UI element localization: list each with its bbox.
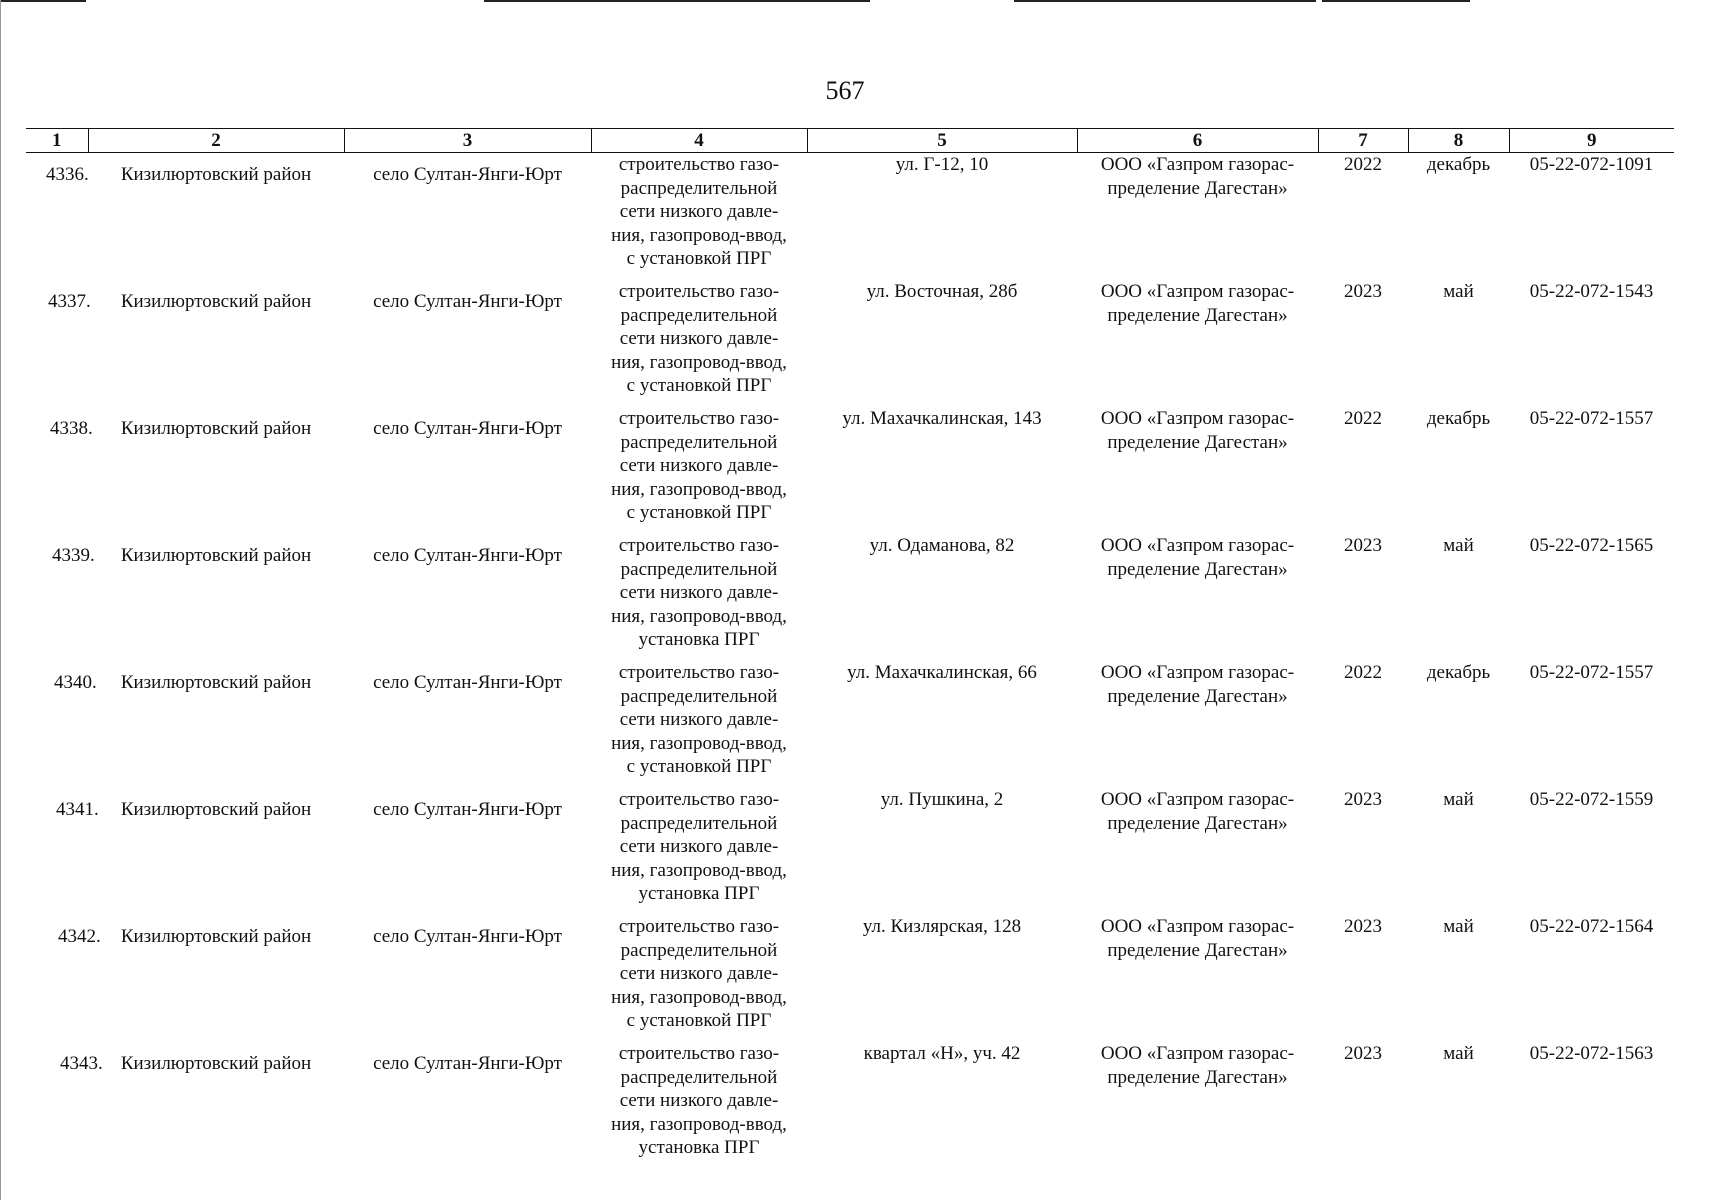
column-header: 3 [344,129,591,153]
description-line: установка ПРГ [638,883,760,904]
description-line: сети низкого давле- [619,1090,779,1111]
column-header: 8 [1408,129,1509,153]
description-cell [591,661,807,788]
description-line: сети низкого давле- [619,455,779,476]
organization-line: ООО «Газпром газорас- [1100,535,1295,556]
district-cell: Кизилюртовский район [120,291,312,312]
description-line: строительство газо- [618,281,780,302]
month-cell: май [1443,789,1474,810]
column-header: 2 [88,129,344,153]
column-header: 7 [1318,129,1408,153]
description-line: распределительной [620,177,778,199]
month-cell: май [1443,281,1474,302]
table-row [26,407,1674,534]
year-cell: 2022 [1344,662,1382,683]
organization-line: ООО «Газпром газорас- [1100,408,1295,429]
table-row [26,280,1674,407]
year-cell: 2023 [1344,281,1382,302]
month-cell: декабрь [1426,662,1491,683]
address-cell: ул. Махачкалинская, 143 [842,408,1042,429]
description-line: установка ПРГ [638,629,760,650]
table-row [26,915,1674,1042]
organization-line: ООО «Газпром газорас- [1100,916,1295,937]
address-cell: ул. Махачкалинская, 66 [847,662,1037,683]
description-line: ния, газопровод-ввод, [611,605,787,627]
description-line: ния, газопровод-ввод, [611,224,787,246]
district-cell: Кизилюртовский район [120,1053,312,1074]
description-line: распределительной [620,685,778,707]
description-line: распределительной [620,558,778,580]
description-line: сети низкого давле- [619,328,779,349]
code-cell: 05-22-072-1543 [1529,281,1654,302]
organization-line: пределение Дагестан» [1107,431,1288,453]
organization-line: ООО «Газпром газорас- [1100,154,1295,175]
scan-edge-mark [1322,0,1470,2]
description-cell [591,788,807,915]
table-row [26,661,1674,788]
organization-cell [1077,534,1318,661]
row-number-cell: 4337. [48,291,91,312]
organization-line: пределение Дагестан» [1107,1066,1288,1088]
description-line: строительство газо- [618,154,780,175]
description-line: сети низкого давле- [619,201,779,222]
organization-cell [1077,280,1318,407]
year-cell: 2023 [1344,789,1382,810]
description-line: с установкой ПРГ [626,248,772,269]
table-row [26,1042,1674,1169]
register-table [26,128,1674,1169]
address-cell: ул. Одаманова, 82 [869,535,1015,556]
row-number-cell: 4343. [60,1053,103,1074]
row-number-cell: 4336. [46,164,89,185]
year-cell: 2022 [1344,408,1382,429]
description-cell [591,407,807,534]
organization-line: пределение Дагестан» [1107,558,1288,580]
year-cell: 2023 [1344,1043,1382,1064]
register-table-container [26,128,1674,1169]
column-header: 4 [591,129,807,153]
description-line: ния, газопровод-ввод, [611,732,787,754]
description-line: сети низкого давле- [619,582,779,603]
description-line: распределительной [620,812,778,834]
code-cell: 05-22-072-1564 [1529,916,1654,937]
code-cell: 05-22-072-1557 [1529,662,1654,683]
scan-edge-mark [484,0,870,2]
table-row [26,153,1674,281]
row-number-cell: 4339. [52,545,95,566]
description-cell [591,1042,807,1169]
column-header: 5 [807,129,1077,153]
row-number-cell: 4341. [56,799,99,820]
settlement-cell: село Султан-Янги-Юрт [373,291,562,312]
description-line: распределительной [620,939,778,961]
description-line: с установкой ПРГ [626,502,772,523]
month-cell: май [1443,916,1474,937]
row-number-cell: 4340. [54,672,97,693]
organization-line: пределение Дагестан» [1107,812,1288,834]
address-cell: квартал «Н», уч. 42 [863,1043,1021,1064]
column-header: 9 [1509,129,1674,153]
organization-cell [1077,1042,1318,1169]
description-cell [591,280,807,407]
scan-left-edge [0,0,1,1200]
district-cell: Кизилюртовский район [120,418,312,439]
description-line: распределительной [620,1066,778,1088]
description-line: сети низкого давле- [619,836,779,857]
column-header: 6 [1077,129,1318,153]
district-cell: Кизилюртовский район [120,545,312,566]
settlement-cell: село Султан-Янги-Юрт [373,418,562,439]
description-line: с установкой ПРГ [626,375,772,396]
table-header-row [26,129,1674,153]
settlement-cell: село Султан-Янги-Юрт [373,926,562,947]
description-line: распределительной [620,431,778,453]
address-cell: ул. Пушкина, 2 [880,789,1004,810]
month-cell: май [1443,1043,1474,1064]
district-cell: Кизилюртовский район [120,799,312,820]
organization-line: ООО «Газпром газорас- [1100,1043,1295,1064]
table-row [26,788,1674,915]
description-line: строительство газо- [618,1043,780,1064]
page-number: 567 [825,76,865,105]
organization-line: пределение Дагестан» [1107,304,1288,326]
organization-cell [1077,788,1318,915]
scan-edge-mark [0,0,86,2]
organization-cell [1077,153,1318,281]
description-line: строительство газо- [618,535,780,556]
settlement-cell: село Султан-Янги-Юрт [373,1053,562,1074]
column-header: 1 [26,129,88,153]
description-line: строительство газо- [618,662,780,683]
organization-cell [1077,661,1318,788]
organization-line: ООО «Газпром газорас- [1100,281,1295,302]
organization-line: пределение Дагестан» [1107,177,1288,199]
address-cell: ул. Восточная, 28б [866,281,1018,302]
description-line: ния, газопровод-ввод, [611,986,787,1008]
month-cell: май [1443,535,1474,556]
address-cell: ул. Г-12, 10 [895,154,989,175]
description-line: строительство газо- [618,916,780,937]
district-cell: Кизилюртовский район [120,164,312,185]
organization-line: ООО «Газпром газорас- [1100,662,1295,683]
organization-line: пределение Дагестан» [1107,685,1288,707]
scan-edge-mark [1014,0,1316,2]
description-line: распределительной [620,304,778,326]
description-line: строительство газо- [618,408,780,429]
row-number-cell: 4342. [58,926,101,947]
description-cell [591,534,807,661]
description-line: ния, газопровод-ввод, [611,351,787,373]
organization-cell [1077,915,1318,1042]
description-cell [591,153,807,281]
organization-line: пределение Дагестан» [1107,939,1288,961]
code-cell: 05-22-072-1565 [1529,535,1654,556]
description-line: сети низкого давле- [619,709,779,730]
table-row [26,534,1674,661]
organization-cell [1077,407,1318,534]
code-cell: 05-22-072-1559 [1529,789,1654,810]
year-cell: 2023 [1344,916,1382,937]
district-cell: Кизилюртовский район [120,672,312,693]
year-cell: 2022 [1344,154,1382,175]
description-line: ния, газопровод-ввод, [611,859,787,881]
description-line: с установкой ПРГ [626,1010,772,1031]
month-cell: декабрь [1426,154,1491,175]
description-line: сети низкого давле- [619,963,779,984]
code-cell: 05-22-072-1557 [1529,408,1654,429]
table-body [26,153,1674,1170]
district-cell: Кизилюртовский район [120,926,312,947]
code-cell: 05-22-072-1563 [1529,1043,1654,1064]
organization-line: ООО «Газпром газорас- [1100,789,1295,810]
description-line: строительство газо- [618,789,780,810]
year-cell: 2023 [1344,535,1382,556]
month-cell: декабрь [1426,408,1491,429]
description-line: установка ПРГ [638,1137,760,1158]
description-cell [591,915,807,1042]
settlement-cell: село Султан-Янги-Юрт [373,672,562,693]
settlement-cell: село Султан-Янги-Юрт [373,545,562,566]
settlement-cell: село Султан-Янги-Юрт [373,799,562,820]
row-number-cell: 4338. [50,418,93,439]
description-line: ния, газопровод-ввод, [611,1113,787,1135]
address-cell: ул. Кизлярская, 128 [862,916,1022,937]
settlement-cell: село Султан-Янги-Юрт [373,164,562,185]
description-line: с установкой ПРГ [626,756,772,777]
description-line: ния, газопровод-ввод, [611,478,787,500]
code-cell: 05-22-072-1091 [1529,154,1654,175]
